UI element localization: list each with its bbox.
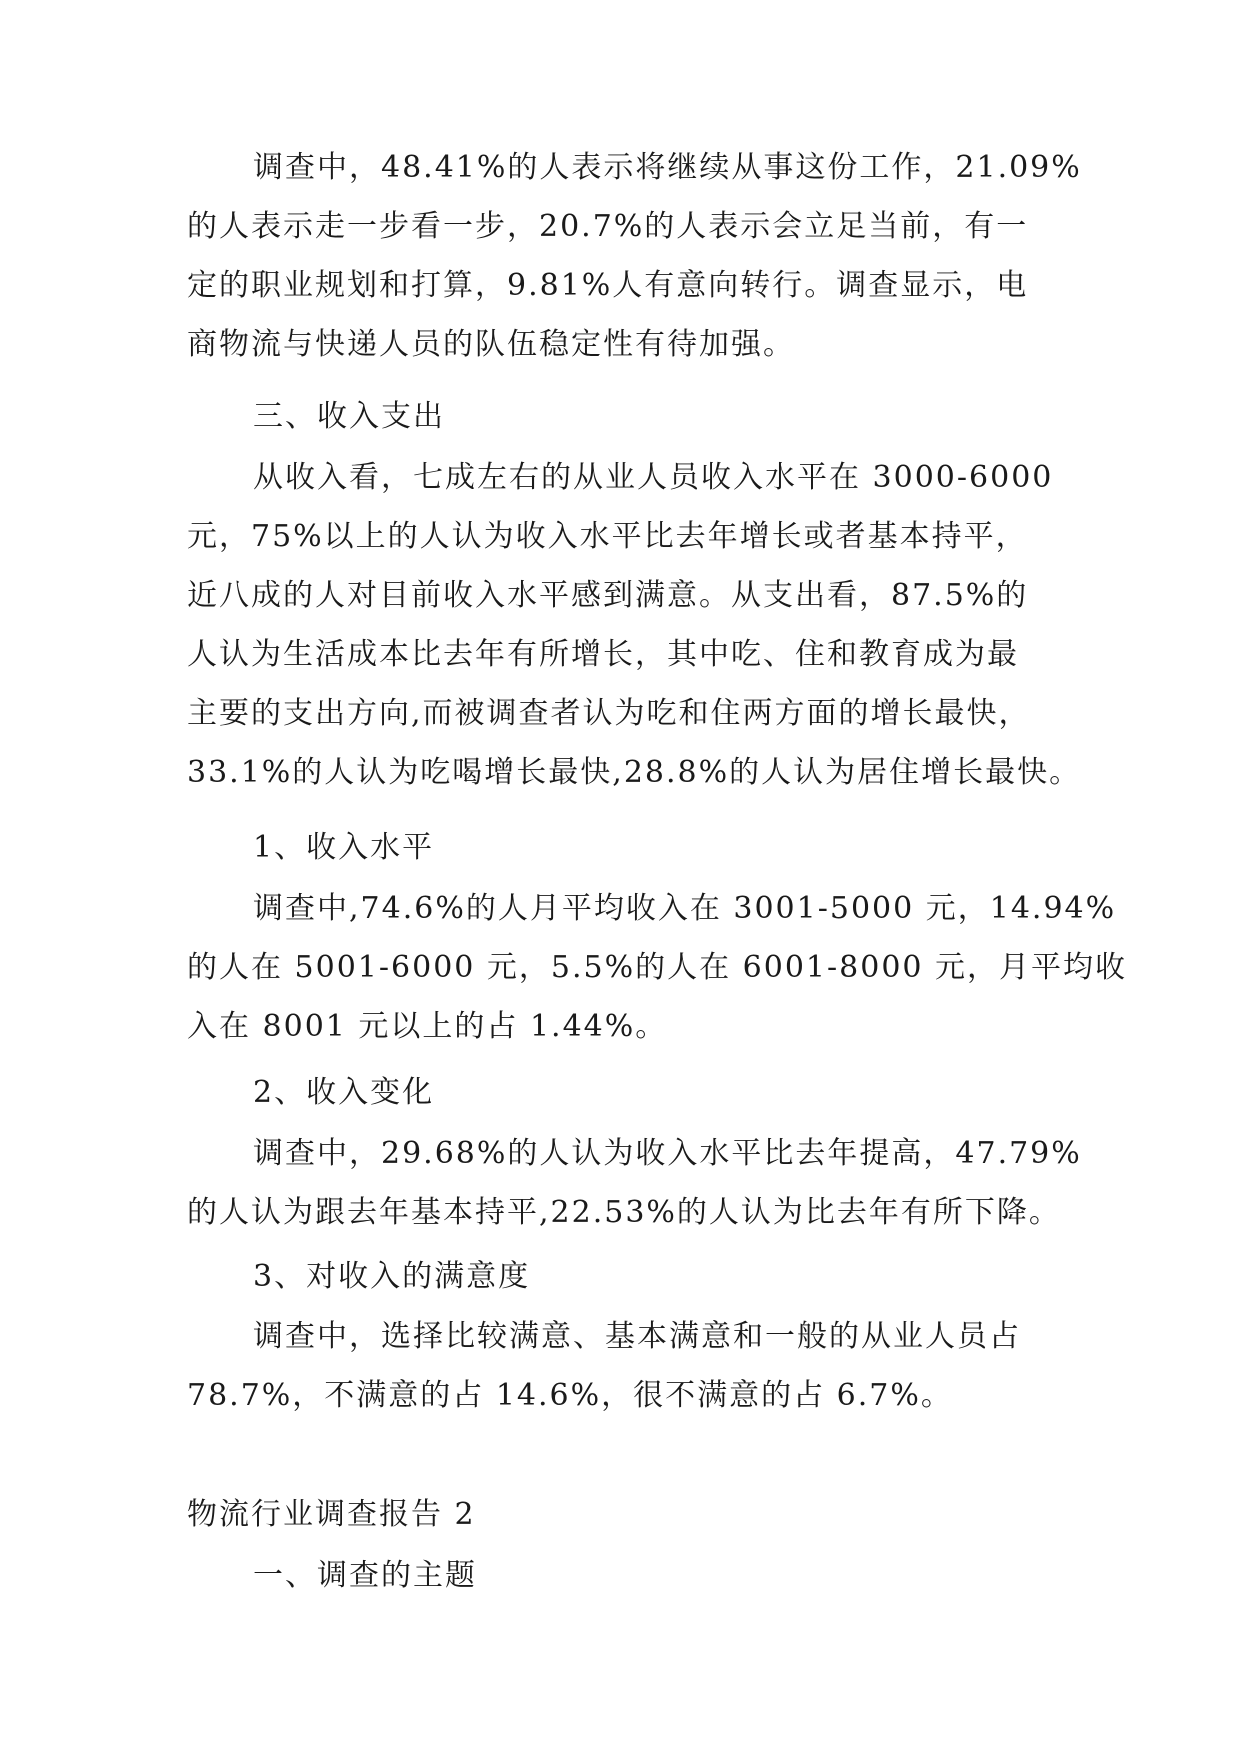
text-line: 的人在 5001-6000 元，5.5%的人在 6001-8000 元，月平均收 [187, 950, 1128, 985]
text-line: 入在 8001 元以上的占 1.44%。 [187, 1009, 668, 1044]
report-title: 物流行业调查报告 2 [187, 1497, 476, 1532]
text-line: 调查中，选择比较满意、基本满意和一般的从业人员占 [253, 1319, 1021, 1354]
paragraph-income-change [187, 1124, 1082, 1242]
subheading-income-satisfaction: 3、对收入的满意度 [253, 1259, 531, 1294]
text-line: 商物流与快递人员的队伍稳定性有待加强。 [187, 327, 795, 362]
text-line: 从收入看，七成左右的从业人员收入水平在 3000-6000 [253, 460, 1054, 495]
paragraph-income-overview [187, 448, 1082, 802]
text-line: 调查中，29.68%的人认为收入水平比去年提高，47.79% [253, 1136, 1082, 1171]
section-heading-income-expenditure: 三、收入支出 [253, 399, 445, 434]
text-line: 元，75%以上的人认为收入水平比去年增长或者基本持平， [187, 519, 1028, 554]
paragraph-income-level [187, 879, 1128, 1056]
text-line: 近八成的人对目前收入水平感到满意。从支出看，87.5%的 [187, 578, 1029, 613]
subheading-income-level: 1、收入水平 [253, 830, 435, 865]
text-line: 33.1%的人认为吃喝增长最快,28.8%的人认为居住增长最快。 [187, 755, 1082, 790]
text-line: 主要的支出方向,而被调查者认为吃和住两方面的增长最快， [187, 696, 1031, 731]
text-line: 人认为生活成本比去年有所增长，其中吃、住和教育成为最 [187, 637, 1019, 672]
text-line: 调查中,74.6%的人月平均收入在 3001-5000 元，14.94% [253, 891, 1117, 926]
paragraph-income-satisfaction [187, 1307, 1067, 1425]
text-line: 的人表示走一步看一步，20.7%的人表示会立足当前，有一 [187, 209, 1029, 244]
subheading-income-change: 2、收入变化 [253, 1075, 435, 1110]
section-heading-survey-topic: 一、调查的主题 [253, 1558, 477, 1593]
paragraph-career-stability [187, 138, 1082, 374]
text-line: 定的职业规划和打算，9.81%人有意向转行。调查显示，电 [187, 268, 1029, 303]
text-line: 78.7%，不满意的占 14.6%，很不满意的占 6.7%。 [187, 1378, 953, 1413]
text-line: 调查中，48.41%的人表示将继续从事这份工作，21.09% [253, 150, 1082, 185]
text-line: 的人认为跟去年基本持平,22.53%的人认为比去年有所下降。 [187, 1195, 1061, 1230]
